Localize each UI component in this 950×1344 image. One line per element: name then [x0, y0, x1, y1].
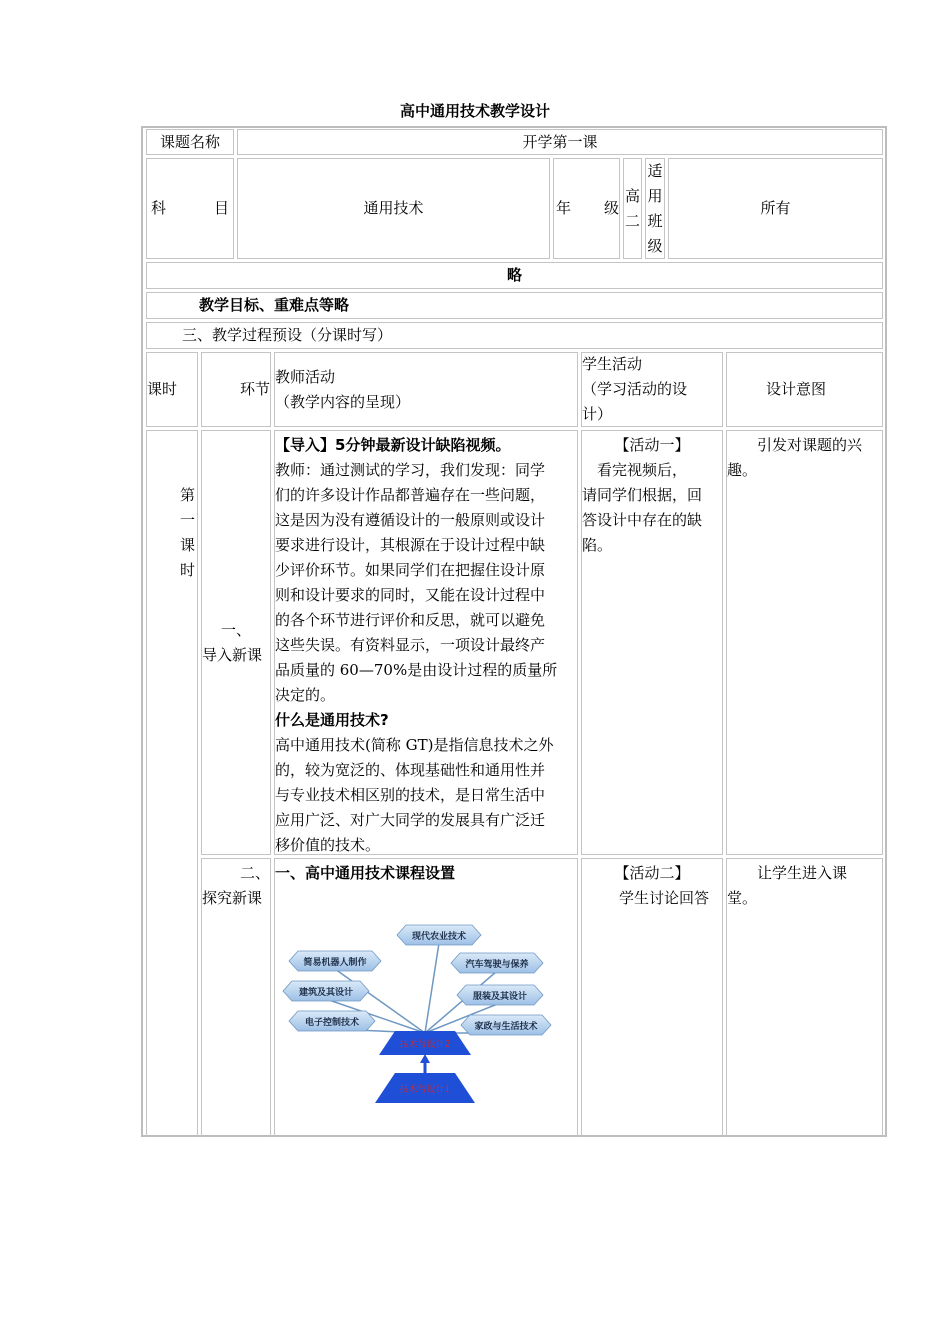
course-boxes: [283, 925, 551, 1035]
top-label: 技术与设计2: [399, 1040, 451, 1050]
lesson-label: [180, 483, 195, 583]
row2-stage-number: 二、: [239, 864, 270, 882]
row1-teacher-line2: 应用广泛、对广大同学的发展具有广泛迁: [275, 811, 546, 829]
row2-teacher-heading: 一、高中通用技术课程设置: [275, 864, 456, 882]
row1-teacher-line2: 高中通用技术(简称 GT)是指信息技术之外: [275, 736, 554, 754]
header-student-title: 学生活动: [582, 355, 643, 373]
grade-value: [623, 158, 642, 259]
row1-student-line: 陷。: [582, 536, 613, 554]
section-process: [146, 322, 883, 349]
class-label-4: 级: [647, 236, 663, 255]
lesson-label-2: 一: [180, 511, 196, 529]
course-label: 建筑及其设计: [298, 988, 354, 998]
row1-intent-line: 引发对课题的兴: [727, 436, 863, 454]
row1-stage-name: 导入新课: [202, 645, 263, 664]
section-process-text: 三、教学过程预设（分课时写）: [182, 326, 393, 344]
row1-teacher-heading2: 什么是通用技术?: [275, 711, 389, 729]
diagram-connector-line: [425, 943, 439, 1033]
header-intent-text: 设计意图: [766, 380, 827, 398]
base-label: 技术与设计1: [399, 1085, 451, 1095]
row2-intent: [726, 858, 883, 1137]
document-title: 高中通用技术教学设计: [399, 102, 550, 120]
row1-teacher-line2: 的，较为宽泛的、体现基础性和通用性并: [275, 761, 546, 779]
header-stage: [201, 352, 271, 427]
row1-teacher-line: 则和设计要求的同时，又能在设计过程中: [275, 586, 546, 604]
lesson-label-1: 第: [180, 486, 196, 504]
row2-intent-line: 堂。: [727, 889, 758, 907]
header-lesson: [146, 352, 198, 427]
row1-teacher-line2: 移价值的技术。: [275, 836, 381, 854]
course-label: 服装及其设计: [472, 992, 528, 1002]
subject-label: [146, 158, 234, 259]
row1-stage-number: 一、: [220, 620, 251, 639]
row1-teacher: [274, 430, 578, 855]
course-structure-diagram: [275, 909, 577, 1114]
row1-teacher-line: 们的许多设计作品都普遍存在一些问题，: [275, 486, 546, 504]
topic-value: [237, 129, 883, 155]
row1-teacher-line: 决定的。: [275, 686, 336, 704]
row2-student-heading: 【活动二】: [614, 864, 690, 882]
row1-teacher-line: 要求进行设计，其根源在于设计过程中缺: [275, 536, 546, 554]
course-label: 电子控制技术: [304, 1018, 360, 1028]
header-teacher: [274, 352, 578, 427]
class-value: [668, 158, 883, 259]
topic-value-text: 开学第一课: [522, 132, 598, 151]
subject-value: [237, 158, 550, 259]
subject-label-2: 目: [213, 199, 229, 217]
topic-label: [146, 129, 234, 155]
row1-student-line: 看完视频后，: [582, 461, 688, 479]
row2-student: [581, 858, 723, 1137]
row1-teacher-line: 少评价环节。如果同学们在把握住设计原: [275, 561, 546, 579]
header-teacher-subtitle: （教学内容的呈现）: [275, 392, 411, 411]
row2-stage-name: 探究新课: [202, 889, 263, 907]
grade-label-2: 级: [603, 199, 619, 217]
course-label: 现代农业技术: [411, 932, 467, 942]
row1-teacher-line: 品质量的 60—70%是由设计过程的质量所: [275, 661, 558, 679]
subject-label-1: 科: [151, 199, 167, 217]
header-intent: [726, 352, 883, 427]
row1-teacher-line: 这些失误。有资料显示，一项设计最终产: [275, 636, 546, 654]
header-student: [581, 352, 723, 427]
row1-stage: [201, 430, 271, 855]
row1-teacher-heading: 【导入】5分钟最新设计缺陷视频。: [275, 436, 511, 454]
course-label: 家政与生活技术: [474, 1022, 538, 1032]
course-label: 汽车驾驶与保养: [465, 960, 529, 970]
lesson-label-4: 时: [180, 561, 196, 579]
header-student-subtitle: （学习活动的设: [582, 380, 688, 398]
section-omit: [146, 262, 883, 289]
header-teacher-title: 教师活动: [275, 367, 336, 386]
class-label-3: 班: [647, 211, 663, 230]
row1-intent: [726, 430, 883, 855]
row1-student-line: 请同学们根据，回: [582, 486, 703, 504]
header-stage-text: 环节: [239, 380, 270, 398]
header-lesson-text: 课时: [147, 380, 178, 398]
grade-value-1: 高: [625, 186, 641, 205]
row1-student-heading: 【活动一】: [614, 436, 690, 454]
row1-intent-line: 趣。: [727, 461, 758, 479]
row1-student: [581, 430, 723, 855]
section-omit-text: 略: [506, 266, 522, 284]
row1-teacher-line: 教师：通过测试的学习，我们发现：同学: [275, 461, 546, 479]
class-label: [645, 158, 665, 259]
row1-teacher-line: 的各个环节进行评价和反思，就可以避免: [275, 611, 546, 629]
lesson-cell: [146, 430, 198, 1137]
section-goals: [146, 292, 883, 319]
row2-intent-line: 让学生进入课: [727, 864, 848, 882]
arrow-head-icon: [420, 1054, 430, 1063]
grade-value-2: 二: [625, 211, 641, 230]
class-label-2: 用: [647, 186, 663, 205]
grade-label-1: 年: [556, 199, 572, 217]
lesson-label-3: 课: [180, 536, 196, 554]
row1-teacher-line2: 与专业技术相区别的技术，是日常生活中: [275, 786, 546, 804]
class-value-text: 所有: [760, 199, 791, 217]
topic-label-text: 课题名称: [159, 132, 220, 151]
class-label-1: 适: [647, 161, 663, 180]
subject-value-text: 通用技术: [363, 199, 424, 217]
course-label: 简易机器人制作: [303, 958, 367, 968]
row2-stage: [201, 858, 271, 1137]
row1-student-line: 答设计中存在的缺: [582, 511, 703, 529]
grade-label: [553, 158, 620, 259]
row1-teacher-line: 这是因为没有遵循设计的一般原则或设计: [275, 511, 546, 529]
section-goals-text: 教学目标、重难点等略: [199, 296, 350, 314]
row2-student-line: 学生讨论回答: [619, 889, 710, 907]
row2-teacher: [274, 858, 578, 1137]
header-student-subtitle-end: 计）: [582, 405, 613, 423]
